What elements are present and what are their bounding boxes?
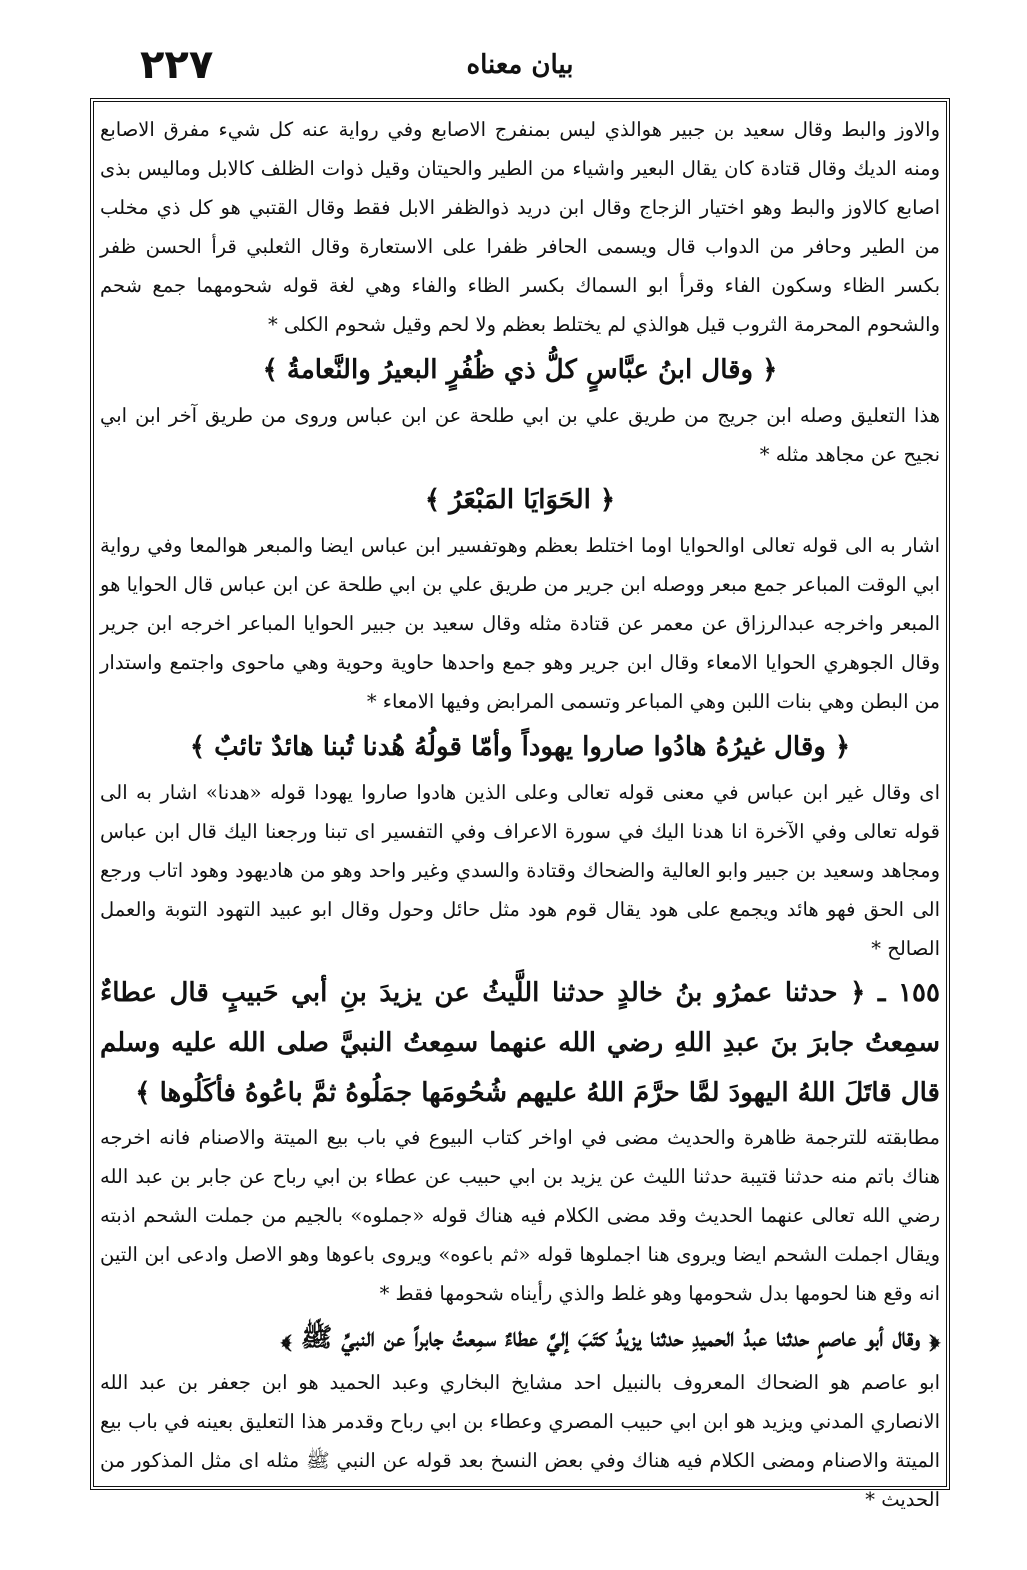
quoted-text-heading: ﴿ وقال أبو عاصمٍ حدثنا عبدُ الحميدِ حدثنا يزيدُ كتَبَ إليَّ عطاءٌ سمِعتُ جابراً عن النبيِّ ﷺ ﴾ [281,1323,940,1353]
running-title: بيان معناه [466,50,574,80]
commentary-paragraph: اشار به الى قوله تعالى اوالحوايا اوما اختلط بعظم وهوتفسير ابن عباس ايضا والمبعر هوالمعا وفي رواية ابي الوقت المباعر جمع مبعر ووصله ابن جرير من طريق علي بن ابي طلحة عن ابن عباس قال الحوايا هو المبعر واخرجه عبدالرزاق عن معمر عن قتادة مثله وقال سعيد بن جبير الحوايا المباعر اخرجه ابن جرير وقال الجوهري الحوايا الامعاء وقال ابن جرير وهو جمع واحدها حاوية وحوية وهي ماحوى واجتمع واستدار من البطن وهي بنات اللبن وهي المباعر وتسمى المرابض وفيها الامعاء * [100,534,940,713]
page-body [100,110,940,1511]
commentary-paragraph: مطابقته للترجمة ظاهرة والحديث مضى في اواخر كتاب البيوع في باب بيع الميتة والاصنام فانه اخرجه هناك باتم منه حدثنا قتيبة حدثنا الليث عن يزيد بن ابي حبيب عن عطاء بن ابي رباح عن جابر بن عبد الله رضي الله تعالى عنهما الحديث وقد مضى الكلام فيه هناك قوله «جملوه» بالجيم من جملت الشحم اذبته ويقال اجملت الشحم ايضا ويروى هنا اجملوها قوله «ثم باعوه» ويروى باعوها وهو الاصل وادعى ابن التين انه وقع هنا لحومها بدل شحومها وهو غلط والذي رأيناه شحومها فقط * [100,1126,940,1305]
quoted-text-heading: ﴿ وقال غيرُهُ هادُوا صاروا يهوداً وأمّا قولُهُ هُدنا تُبنا هائدٌ تائبٌ ﴾ [189,732,851,762]
quoted-text-heading: ﴿ الحَوَايَا المَبْعَرُ ﴾ [424,485,616,515]
page-header [90,42,950,102]
hadith-text: ١٥٥ ـ ﴿ حدثنا عمرُو بنُ خالدٍ حدثنا اللَّيثُ عن يزيدَ بنِ أبي حَبيبٍ قال عطاءٌ سمِعتُ جابرَ بنَ عبدِ اللهِ رضي الله عنهما سمِعتُ النبيَّ صلى الله عليه وسلم قال قاتَلَ اللهُ اليهودَ لمَّا حرَّمَ اللهُ عليهم شُحُومَها جمَلُوهُ ثمَّ باعُوهُ فأكَلُوها ﴾ [100,978,940,1108]
commentary-paragraph: والاوز والبط وقال سعيد بن جبير هوالذي ليس بمنفرج الاصابع وفي رواية عنه كل شيء مفرق الاصابع ومنه الديك وقال قتادة كان يقال البعير واشياء من الطير والحيتان وقيل ذوات الظلف كالابل ومالیس بذی اصابع كالاوز والبط وهو اختيار الزجاج وقال ابن دريد ذوالظفر الابل فقط وقال القتبي هو كل ذي مخلب من الطير وحافر من الدواب قال ويسمى الحافر ظفرا على الاستعارة وقال الثعلبي قرأ الحسن ظفر بكسر الظاء وسكون الفاء وقرأ ابو السماك بكسر الظاء والفاء وهي لغة قوله شحومهما جمع شحم والشحوم المحرمة الثروب قيل هوالذي لم يختلط بعظم ولا لحم وقيل شحوم الكلى * [100,118,940,336]
quoted-text-heading: ﴿ وقال ابنُ عبَّاسٍ كلُّ ذي ظُفُرٍ البعيرُ والنَّعامةُ ﴾ [262,355,778,385]
page-number: ۲۲۷ [140,42,214,88]
commentary-paragraph: اى وقال غير ابن عباس في معنى قوله تعالى وعلى الذين هادوا صاروا يهودا قوله «هدنا» اشار به الى قوله تعالى وفي الآخرة انا هدنا اليك في سورة الاعراف وفي التفسير اى تبنا ورجعنا اليك قال ابن عباس ومجاهد وسعيد بن جبير وابو العالية والضحاك وقتادة والسدي وغير واحد وهو من هاديهود وهود اتاب ورجع الى الحق فهو هائد ويجمع على هود يقال قوم هود مثل حائل وحول وقال ابو عبيد التهود التوبة والعمل الصالح * [100,781,940,960]
commentary-paragraph: ابو عاصم هو الضحاك المعروف بالنبيل احد مشايخ البخاري وعبد الحميد هو ابن جعفر بن عبد الله الانصاري المدني ويزيد هو ابن ابي حبيب المصري وعطاء بن ابي رباح وقدمر هذا التعليق بعينه في باب بيع الميتة والاصنام ومضى الكلام فيه هناك وفي بعض النسخ بعد قوله عن النبي ﷺ مثله اى مثل المذكور من الحديث * [100,1371,940,1511]
commentary-paragraph: هذا التعليق وصله ابن جريج من طريق علي بن ابي طلحة عن ابن عباس وروى من طريق آخر ابن ابي نجيح عن مجاهد مثله * [100,404,940,466]
